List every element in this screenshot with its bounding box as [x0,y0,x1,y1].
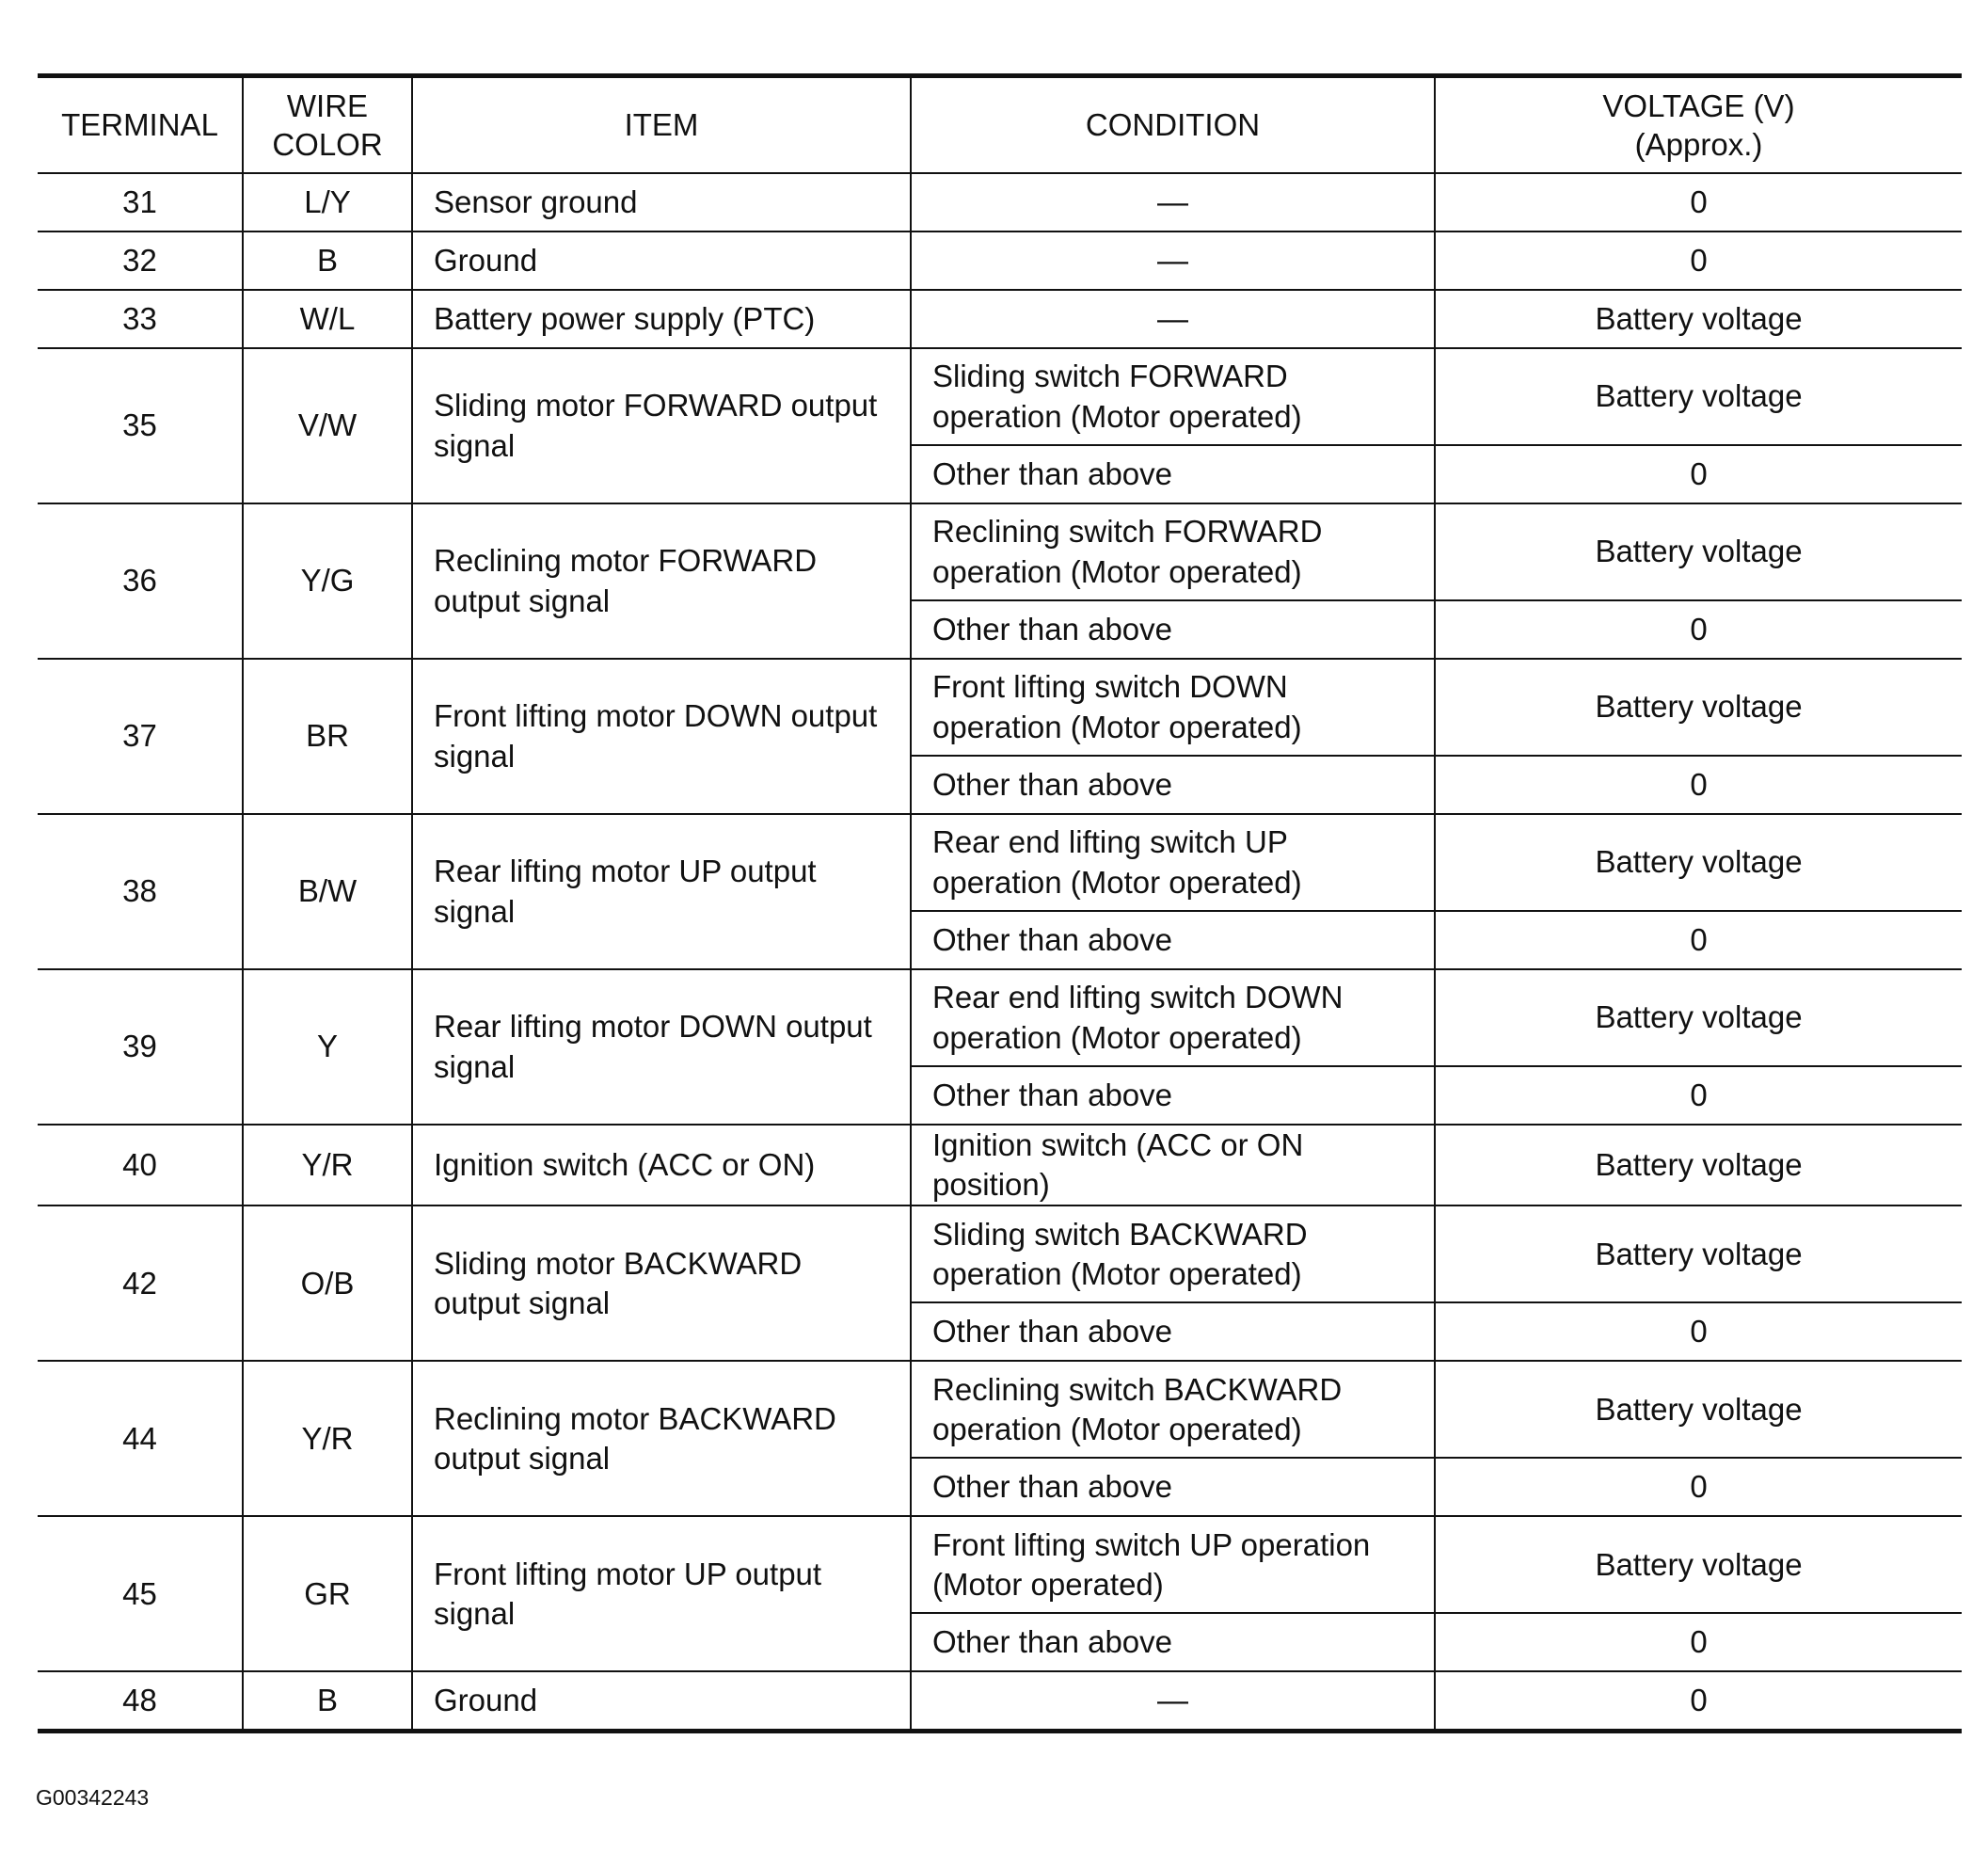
condition-cell: Other than above [911,1066,1435,1125]
voltage-cell: 0 [1435,1613,1962,1671]
wire-color-cell: BR [243,659,412,814]
table-row [38,814,1962,911]
terminal-cell: 35 [38,348,243,503]
condition-cell: — [911,1671,1435,1732]
header-condition: CONDITION [911,76,1435,174]
wire-color-cell: Y/R [243,1125,412,1205]
condition-cell: Front lifting switch DOWN operation (Motor operated) [911,659,1435,756]
voltage-cell: Battery voltage [1435,659,1962,756]
terminal-cell: 37 [38,659,243,814]
header-wire-color: WIRE COLOR [243,76,412,174]
terminal-cell: 39 [38,969,243,1125]
item-cell: Reclining motor FORWARD output signal [412,503,911,659]
condition-cell: Reclining switch FORWARD operation (Motor operated) [911,503,1435,600]
condition-cell: Other than above [911,1302,1435,1361]
header-row [38,76,1962,174]
voltage-cell: 0 [1435,911,1962,969]
condition-cell: Sliding switch BACKWARD operation (Motor operated) [911,1205,1435,1302]
condition-cell: Sliding switch FORWARD operation (Motor operated) [911,348,1435,445]
item-cell: Front lifting motor DOWN output signal [412,659,911,814]
voltage-cell: Battery voltage [1435,814,1962,911]
terminal-voltage-table [38,73,1962,1733]
condition-cell: Reclining switch BACKWARD operation (Motor operated) [911,1361,1435,1458]
table-body [38,173,1962,1732]
item-cell: Sliding motor BACKWARD output signal [412,1205,911,1361]
item-cell: Rear lifting motor UP output signal [412,814,911,969]
wire-color-cell: L/Y [243,173,412,232]
figure-id: G00342243 [36,1785,150,1810]
wire-color-cell: Y [243,969,412,1125]
condition-cell: Rear end lifting switch UP operation (Motor operated) [911,814,1435,911]
condition-cell: Other than above [911,756,1435,814]
item-cell: Front lifting motor UP output signal [412,1516,911,1671]
voltage-cell: Battery voltage [1435,348,1962,445]
condition-cell: Rear end lifting switch DOWN operation (Motor operated) [911,969,1435,1066]
terminal-cell: 44 [38,1361,243,1516]
item-cell: Sensor ground [412,173,911,232]
condition-cell: Other than above [911,1458,1435,1516]
terminal-cell: 33 [38,290,243,348]
voltage-cell: Battery voltage [1435,503,1962,600]
table-row [38,503,1962,600]
table-row [38,1671,1962,1732]
voltage-cell: 0 [1435,232,1962,290]
condition-cell: — [911,232,1435,290]
wire-color-cell: O/B [243,1205,412,1361]
item-cell: Reclining motor BACKWARD output signal [412,1361,911,1516]
table-row [38,1361,1962,1458]
condition-cell: Other than above [911,445,1435,503]
terminal-cell: 45 [38,1516,243,1671]
table-row [38,348,1962,445]
wire-color-cell: B/W [243,814,412,969]
voltage-cell: 0 [1435,600,1962,659]
table-row [38,232,1962,290]
table-row [38,173,1962,232]
item-cell: Battery power supply (PTC) [412,290,911,348]
wire-color-cell: B [243,1671,412,1732]
wire-color-cell: Y/G [243,503,412,659]
terminal-cell: 32 [38,232,243,290]
table-row [38,1205,1962,1302]
voltage-cell: 0 [1435,1302,1962,1361]
condition-cell: — [911,173,1435,232]
table-row [38,659,1962,756]
item-cell: Ground [412,1671,911,1732]
table-row [38,969,1962,1066]
terminal-cell: 38 [38,814,243,969]
voltage-cell: 0 [1435,173,1962,232]
wire-color-cell: V/W [243,348,412,503]
table-row [38,1516,1962,1613]
voltage-cell: Battery voltage [1435,1361,1962,1458]
header-item: ITEM [412,76,911,174]
wire-color-cell: B [243,232,412,290]
condition-cell: Other than above [911,1613,1435,1671]
item-cell: Sliding motor FORWARD output signal [412,348,911,503]
table-row [38,290,1962,348]
voltage-cell: Battery voltage [1435,1516,1962,1613]
voltage-cell: Battery voltage [1435,969,1962,1066]
wire-color-cell: Y/R [243,1361,412,1516]
wire-color-cell: GR [243,1516,412,1671]
condition-cell: Front lifting switch UP operation (Motor operated) [911,1516,1435,1613]
table-row [38,1125,1962,1205]
voltage-cell: 0 [1435,1066,1962,1125]
voltage-cell: 0 [1435,1458,1962,1516]
wire-color-cell: W/L [243,290,412,348]
terminal-cell: 31 [38,173,243,232]
voltage-cell: 0 [1435,1671,1962,1732]
terminal-cell: 42 [38,1205,243,1361]
voltage-cell: Battery voltage [1435,1205,1962,1302]
condition-cell: — [911,290,1435,348]
voltage-cell: Battery voltage [1435,290,1962,348]
condition-cell: Ignition switch (ACC or ON position) [911,1125,1435,1205]
voltage-cell: Battery voltage [1435,1125,1962,1205]
voltage-cell: 0 [1435,756,1962,814]
header-voltage: VOLTAGE (V) (Approx.) [1435,76,1962,174]
item-cell: Rear lifting motor DOWN output signal [412,969,911,1125]
terminal-cell: 40 [38,1125,243,1205]
item-cell: Ground [412,232,911,290]
voltage-cell: 0 [1435,445,1962,503]
terminal-cell: 48 [38,1671,243,1732]
condition-cell: Other than above [911,911,1435,969]
terminal-cell: 36 [38,503,243,659]
condition-cell: Other than above [911,600,1435,659]
item-cell: Ignition switch (ACC or ON) [412,1125,911,1205]
header-terminal: TERMINAL [38,76,243,174]
